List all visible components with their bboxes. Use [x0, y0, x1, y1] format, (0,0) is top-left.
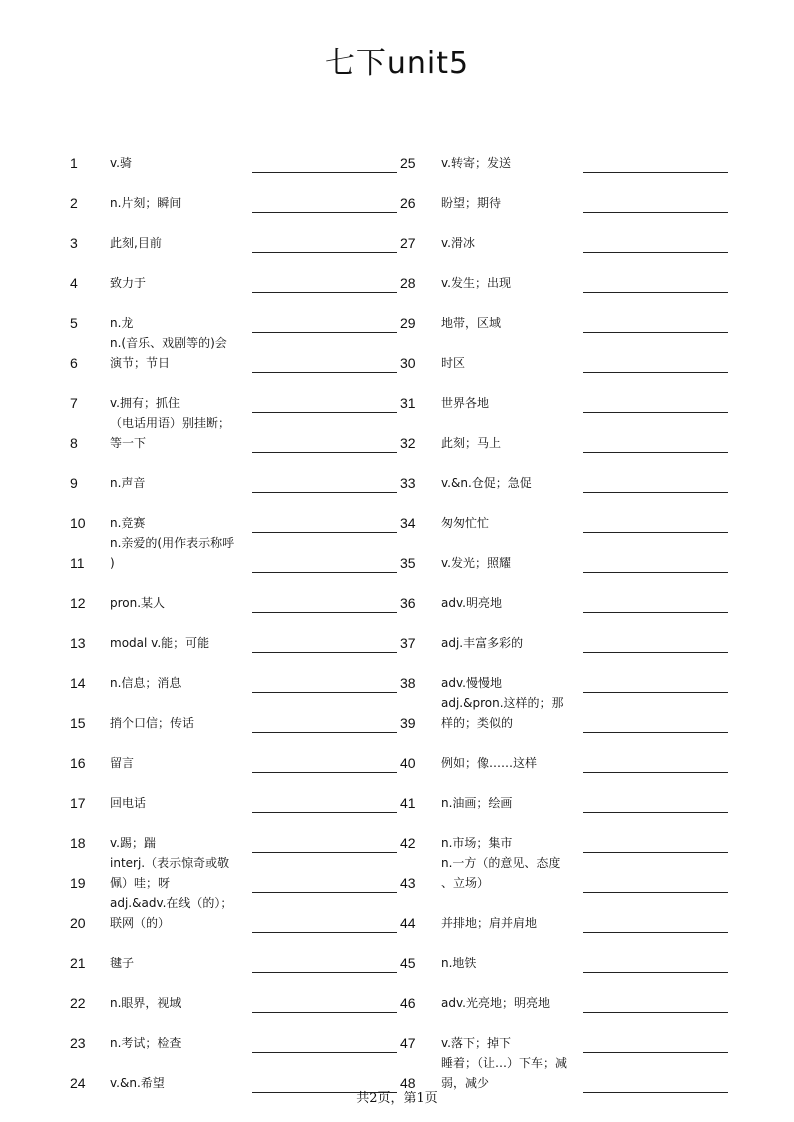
item-definition: v.发光；照耀 — [441, 556, 511, 570]
item-number: 10 — [70, 515, 86, 531]
left-column — [60, 133, 420, 1093]
answer-blank[interactable] — [252, 911, 397, 933]
vocab-row — [395, 293, 755, 333]
item-number: 7 — [70, 395, 78, 411]
vocab-row — [395, 533, 755, 573]
answer-blank[interactable] — [252, 951, 397, 973]
item-number: 21 — [70, 955, 86, 971]
item-number: 36 — [400, 595, 416, 611]
item-definition: 匆匆忙忙 — [441, 516, 490, 530]
item-definition: v.落下；掉下 — [441, 1036, 511, 1050]
item-number: 37 — [400, 635, 416, 651]
item-definition: 例如；像……这样 — [441, 756, 538, 770]
page-footer: 共2页，第1页 — [356, 1091, 438, 1106]
vocab-row — [395, 253, 755, 293]
item-number: 44 — [400, 915, 416, 931]
item-definition: v.滑冰 — [441, 236, 475, 250]
item-definition: n.市场；集市 — [441, 836, 513, 850]
answer-blank[interactable] — [252, 391, 397, 413]
answer-blank[interactable] — [583, 951, 728, 973]
item-definition: n.油画；绘画 — [441, 796, 513, 810]
answer-blank[interactable] — [583, 351, 728, 373]
vocab-row — [60, 493, 420, 533]
vocab-row — [60, 413, 420, 453]
item-number: 12 — [70, 595, 86, 611]
vocab-row — [395, 853, 755, 893]
item-definition: adj.丰富多彩的 — [441, 636, 524, 650]
answer-blank[interactable] — [583, 991, 728, 1013]
item-number: 27 — [400, 235, 416, 251]
answer-blank[interactable] — [583, 311, 728, 333]
answer-blank[interactable] — [583, 271, 728, 293]
vocab-row — [60, 693, 420, 733]
item-number: 15 — [70, 715, 86, 731]
vocab-row — [395, 733, 755, 773]
vocab-row — [60, 933, 420, 973]
item-number: 22 — [70, 995, 86, 1011]
answer-blank[interactable] — [583, 391, 728, 413]
answer-blank[interactable] — [252, 871, 397, 893]
item-number: 14 — [70, 675, 86, 691]
item-number: 4 — [70, 275, 78, 291]
item-number: 35 — [400, 555, 416, 571]
item-definition: 睡着；（让…）下车；减 弱，减少 — [441, 1056, 568, 1090]
item-definition: n.龙 — [110, 316, 134, 330]
item-definition: 此刻；马上 — [441, 436, 502, 450]
vocab-row — [60, 973, 420, 1013]
item-number: 29 — [400, 315, 416, 331]
item-definition: v.&n.希望 — [110, 1076, 165, 1090]
vocab-row — [60, 653, 420, 693]
answer-blank[interactable] — [583, 671, 728, 693]
answer-blank[interactable] — [583, 151, 728, 173]
item-number: 19 — [70, 875, 86, 891]
item-definition: 此刻,目前 — [110, 236, 162, 250]
item-definition: 毽子 — [110, 956, 135, 970]
vocab-row — [395, 813, 755, 853]
item-number: 42 — [400, 835, 416, 851]
answer-blank[interactable] — [252, 191, 397, 213]
answer-blank[interactable] — [252, 631, 397, 653]
vocab-row — [60, 893, 420, 933]
item-definition: v.骑 — [110, 156, 132, 170]
item-number: 9 — [70, 475, 78, 491]
item-number: 39 — [400, 715, 416, 731]
answer-blank[interactable] — [252, 551, 397, 573]
item-number: 1 — [70, 155, 78, 171]
item-definition: v.踢；踹 — [110, 836, 156, 850]
item-number: 2 — [70, 195, 78, 211]
vocab-row — [395, 773, 755, 813]
answer-blank[interactable] — [583, 431, 728, 453]
answer-blank[interactable] — [583, 551, 728, 573]
answer-blank[interactable] — [252, 231, 397, 253]
answer-blank[interactable] — [252, 471, 397, 493]
vocab-row — [395, 413, 755, 453]
item-definition: 时区 — [441, 356, 466, 370]
vocab-row — [395, 133, 755, 173]
right-column — [395, 133, 755, 1093]
item-definition: n.(音乐、戏剧等的)会 演节；节日 — [110, 336, 227, 370]
item-number: 25 — [400, 155, 416, 171]
item-definition: pron.某人 — [110, 596, 166, 610]
vocab-row — [60, 533, 420, 573]
vocab-row — [60, 733, 420, 773]
page-title: 七下unit5 — [324, 46, 470, 81]
item-number: 48 — [400, 1075, 416, 1091]
item-number: 34 — [400, 515, 416, 531]
vocab-row — [395, 1013, 755, 1053]
item-number: 20 — [70, 915, 86, 931]
answer-blank[interactable] — [252, 511, 397, 533]
vocab-row — [395, 933, 755, 973]
item-number: 18 — [70, 835, 86, 851]
item-definition: v.转寄；发送 — [441, 156, 511, 170]
vocab-row — [60, 613, 420, 653]
vocab-row — [60, 813, 420, 853]
item-number: 3 — [70, 235, 78, 251]
vocab-row — [395, 693, 755, 733]
answer-blank[interactable] — [583, 711, 728, 733]
item-number: 45 — [400, 955, 416, 971]
vocab-row — [395, 213, 755, 253]
item-number: 43 — [400, 875, 416, 891]
item-definition: 世界各地 — [441, 396, 490, 410]
answer-blank[interactable] — [252, 791, 397, 813]
answer-blank[interactable] — [583, 1031, 728, 1053]
answer-blank[interactable] — [583, 471, 728, 493]
item-definition: n.地铁 — [441, 956, 477, 970]
answer-blank[interactable] — [252, 591, 397, 613]
answer-blank[interactable] — [583, 871, 728, 893]
answer-blank[interactable] — [252, 1031, 397, 1053]
item-definition: 并排地；肩并肩地 — [441, 916, 538, 930]
item-number: 30 — [400, 355, 416, 371]
answer-blank[interactable] — [252, 991, 397, 1013]
item-definition: adj.&adv.在线（的）； 联网（的） — [110, 896, 233, 930]
vocab-row — [60, 773, 420, 813]
answer-blank[interactable] — [583, 751, 728, 773]
item-definition: （电话用语）别挂断； 等一下 — [110, 416, 231, 450]
item-definition: adv.光亮地；明亮地 — [441, 996, 550, 1010]
vocab-row — [395, 173, 755, 213]
item-number: 28 — [400, 275, 416, 291]
vocab-row — [395, 333, 755, 373]
vocab-row — [60, 293, 420, 333]
answer-blank[interactable] — [252, 671, 397, 693]
item-number: 32 — [400, 435, 416, 451]
vocab-row — [60, 853, 420, 893]
vocab-row — [60, 453, 420, 493]
item-definition: v.发生；出现 — [441, 276, 511, 290]
item-definition: n.亲爱的(用作表示称呼 ) — [110, 536, 235, 570]
item-definition: v.拥有；抓住 — [110, 396, 180, 410]
item-number: 24 — [70, 1075, 86, 1091]
item-number: 40 — [400, 755, 416, 771]
answer-blank[interactable] — [583, 791, 728, 813]
item-number: 17 — [70, 795, 86, 811]
item-number: 16 — [70, 755, 86, 771]
item-definition: 地带，区域 — [441, 316, 502, 330]
item-definition: 留言 — [110, 756, 135, 770]
answer-blank[interactable] — [583, 511, 728, 533]
vocab-row — [60, 133, 420, 173]
answer-blank[interactable] — [583, 231, 728, 253]
answer-blank[interactable] — [583, 191, 728, 213]
item-definition: 盼望；期待 — [441, 196, 502, 210]
vocab-row — [60, 253, 420, 293]
item-definition: n.信息；消息 — [110, 676, 182, 690]
item-number: 41 — [400, 795, 416, 811]
vocab-row — [395, 893, 755, 933]
item-definition: modal v.能；可能 — [110, 636, 210, 650]
item-number: 8 — [70, 435, 78, 451]
item-definition: adv.慢慢地 — [441, 676, 502, 690]
item-number: 5 — [70, 315, 78, 331]
answer-blank[interactable] — [252, 271, 397, 293]
item-definition: adj.&pron.这样的；那 样的；类似的 — [441, 696, 564, 730]
vocab-row — [395, 493, 755, 533]
vocab-row — [60, 213, 420, 253]
item-definition: n.竞赛 — [110, 516, 146, 530]
item-definition: interj.（表示惊奇或敬 佩）哇；呀 — [110, 856, 230, 890]
vocab-row — [395, 453, 755, 493]
item-number: 13 — [70, 635, 86, 651]
item-definition: 致力于 — [110, 276, 147, 290]
item-definition: 回电话 — [110, 796, 147, 810]
vocab-row — [395, 613, 755, 653]
vocab-row — [395, 973, 755, 1013]
answer-blank[interactable] — [583, 911, 728, 933]
answer-blank[interactable] — [252, 711, 397, 733]
item-number: 6 — [70, 355, 78, 371]
answer-blank[interactable] — [252, 151, 397, 173]
vocab-row — [60, 173, 420, 213]
item-number: 11 — [70, 555, 85, 571]
vocab-row — [60, 333, 420, 373]
vocab-row — [395, 573, 755, 613]
answer-blank[interactable] — [252, 351, 397, 373]
answer-blank[interactable] — [252, 431, 397, 453]
item-definition: n.一方（的意见、态度 、立场） — [441, 856, 561, 890]
vocab-row — [60, 573, 420, 613]
vocab-row — [395, 653, 755, 693]
item-number: 38 — [400, 675, 416, 691]
item-definition: 捎个口信；传话 — [110, 716, 195, 730]
item-number: 33 — [400, 475, 416, 491]
answer-blank[interactable] — [583, 831, 728, 853]
answer-blank[interactable] — [583, 631, 728, 653]
vocab-row — [60, 373, 420, 413]
item-definition: n.考试；检查 — [110, 1036, 182, 1050]
item-definition: v.&n.仓促；急促 — [441, 476, 532, 490]
item-number: 31 — [400, 395, 416, 411]
vocab-row — [395, 373, 755, 413]
vocab-row — [60, 1013, 420, 1053]
item-number: 47 — [400, 1035, 416, 1051]
item-definition: adv.明亮地 — [441, 596, 502, 610]
item-number: 46 — [400, 995, 416, 1011]
item-number: 23 — [70, 1035, 86, 1051]
item-definition: n.片刻；瞬间 — [110, 196, 182, 210]
item-definition: n.眼界，视域 — [110, 996, 182, 1010]
item-number: 26 — [400, 195, 416, 211]
item-definition: n.声音 — [110, 476, 146, 490]
answer-blank[interactable] — [252, 311, 397, 333]
answer-blank[interactable] — [252, 831, 397, 853]
answer-blank[interactable] — [583, 591, 728, 613]
answer-blank[interactable] — [252, 751, 397, 773]
